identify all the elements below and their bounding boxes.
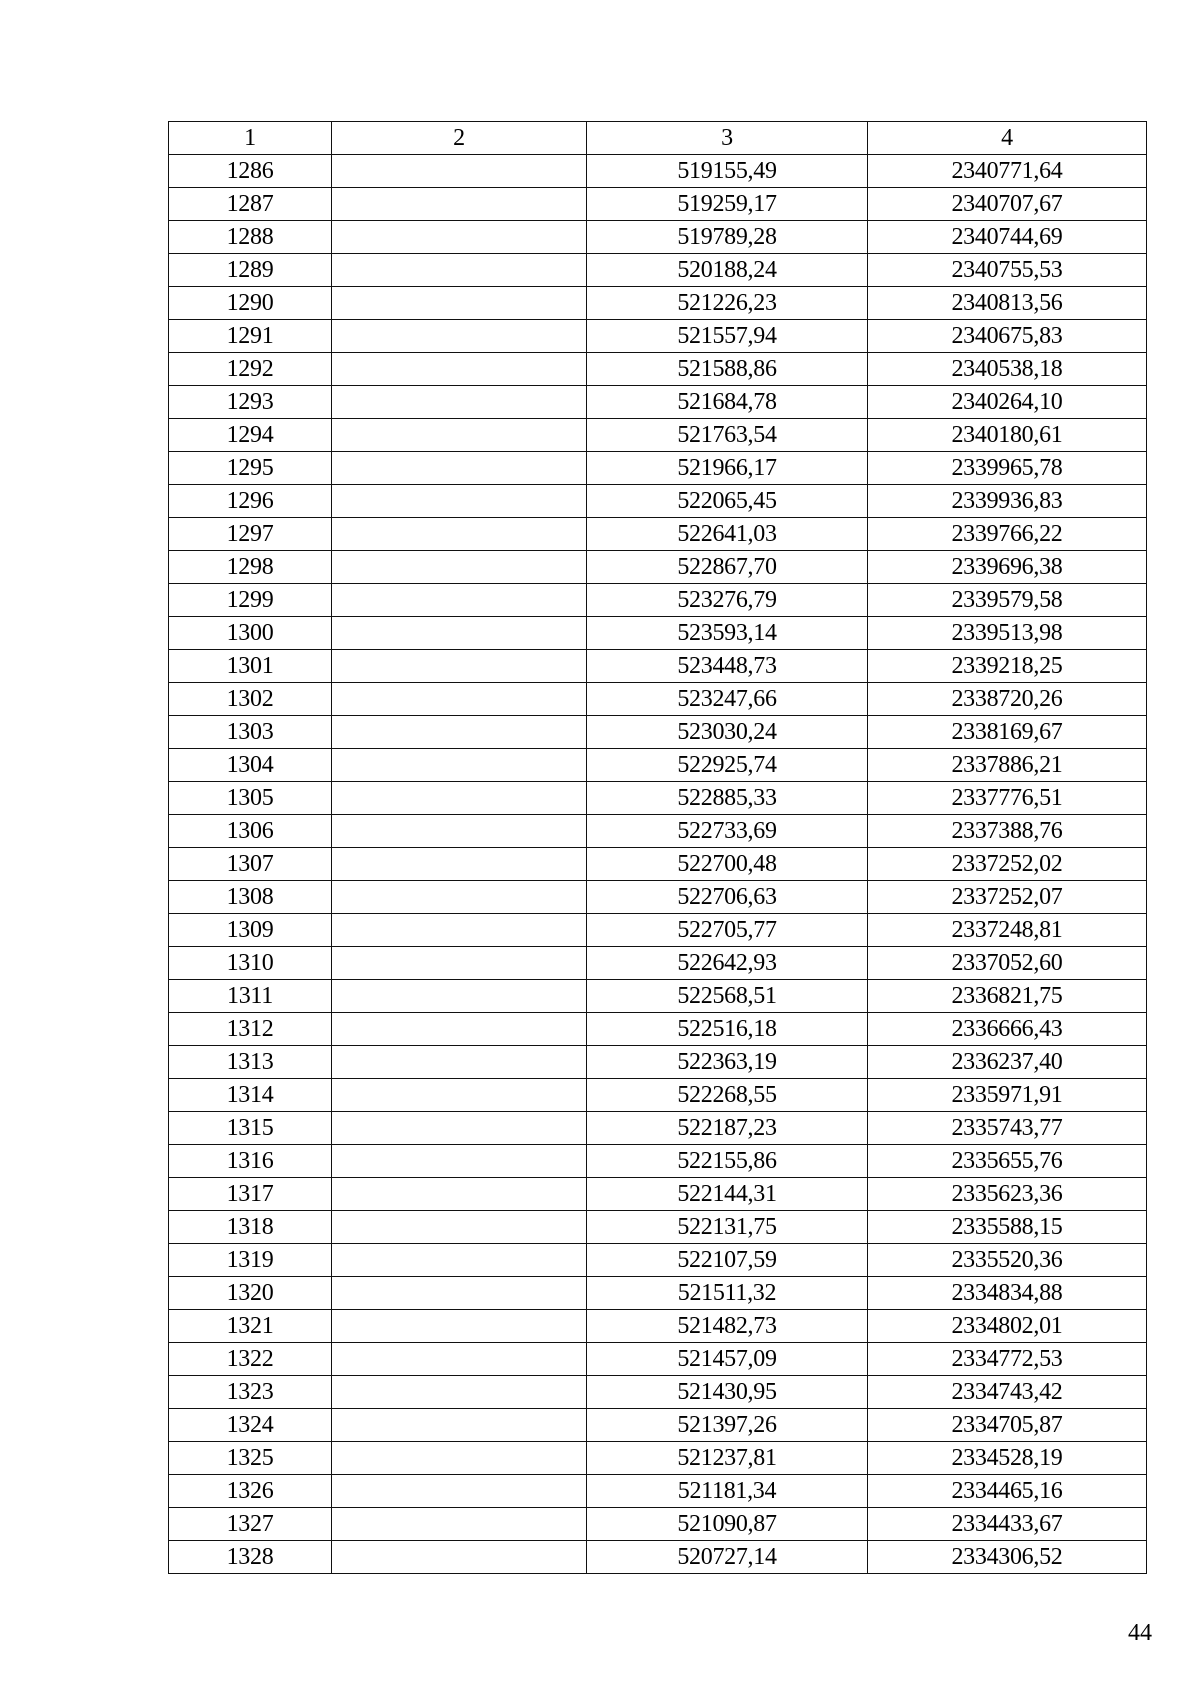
y-coordinate-cell: 2335520,36	[868, 1244, 1147, 1277]
x-coordinate-cell: 522155,86	[587, 1145, 868, 1178]
y-coordinate-cell: 2340744,69	[868, 221, 1147, 254]
point-number-cell: 1298	[169, 551, 332, 584]
y-coordinate-cell: 2337252,07	[868, 881, 1147, 914]
y-coordinate-cell: 2334802,01	[868, 1310, 1147, 1343]
x-coordinate-cell: 521763,54	[587, 419, 868, 452]
point-number-cell: 1295	[169, 452, 332, 485]
point-number-cell: 1307	[169, 848, 332, 881]
x-coordinate-cell: 519155,49	[587, 155, 868, 188]
column-2-cell	[332, 485, 587, 518]
table-row	[169, 650, 1147, 683]
column-2-cell	[332, 1112, 587, 1145]
y-coordinate-cell: 2334465,16	[868, 1475, 1147, 1508]
point-number-cell: 1328	[169, 1541, 332, 1574]
point-number-cell: 1304	[169, 749, 332, 782]
column-2-cell	[332, 650, 587, 683]
column-2-cell	[332, 518, 587, 551]
x-coordinate-cell: 522925,74	[587, 749, 868, 782]
point-number-cell: 1315	[169, 1112, 332, 1145]
table-row	[169, 188, 1147, 221]
y-coordinate-cell: 2335588,15	[868, 1211, 1147, 1244]
table-row	[169, 254, 1147, 287]
column-2-cell	[332, 551, 587, 584]
table-row	[169, 155, 1147, 188]
coordinates-table	[168, 121, 1147, 1574]
y-coordinate-cell: 2340771,64	[868, 155, 1147, 188]
column-2-cell	[332, 452, 587, 485]
x-coordinate-cell: 522641,03	[587, 518, 868, 551]
table-row	[169, 1244, 1147, 1277]
column-2-cell	[332, 914, 587, 947]
y-coordinate-cell: 2338169,67	[868, 716, 1147, 749]
table-row	[169, 1475, 1147, 1508]
column-2-cell	[332, 980, 587, 1013]
y-coordinate-cell: 2340180,61	[868, 419, 1147, 452]
column-2-cell	[332, 1211, 587, 1244]
x-coordinate-cell: 521557,94	[587, 320, 868, 353]
y-coordinate-cell: 2335743,77	[868, 1112, 1147, 1145]
x-coordinate-cell: 522885,33	[587, 782, 868, 815]
point-number-cell: 1319	[169, 1244, 332, 1277]
x-coordinate-cell: 523276,79	[587, 584, 868, 617]
y-coordinate-cell: 2334433,67	[868, 1508, 1147, 1541]
column-2-cell	[332, 1409, 587, 1442]
column-2-cell	[332, 155, 587, 188]
table-row	[169, 452, 1147, 485]
x-coordinate-cell: 521397,26	[587, 1409, 868, 1442]
x-coordinate-cell: 522107,59	[587, 1244, 868, 1277]
table-row	[169, 320, 1147, 353]
point-number-cell: 1310	[169, 947, 332, 980]
point-number-cell: 1286	[169, 155, 332, 188]
x-coordinate-cell: 522568,51	[587, 980, 868, 1013]
point-number-cell: 1311	[169, 980, 332, 1013]
y-coordinate-cell: 2334743,42	[868, 1376, 1147, 1409]
table-row	[169, 716, 1147, 749]
y-coordinate-cell: 2340264,10	[868, 386, 1147, 419]
x-coordinate-cell: 522706,63	[587, 881, 868, 914]
point-number-cell: 1325	[169, 1442, 332, 1475]
y-coordinate-cell: 2334528,19	[868, 1442, 1147, 1475]
table-header-row	[169, 122, 1147, 155]
y-coordinate-cell: 2337252,02	[868, 848, 1147, 881]
table-row	[169, 518, 1147, 551]
y-coordinate-cell: 2339965,78	[868, 452, 1147, 485]
x-coordinate-cell: 522733,69	[587, 815, 868, 848]
y-coordinate-cell: 2339513,98	[868, 617, 1147, 650]
point-number-cell: 1309	[169, 914, 332, 947]
x-coordinate-cell: 521684,78	[587, 386, 868, 419]
column-2-cell	[332, 1508, 587, 1541]
x-coordinate-cell: 521090,87	[587, 1508, 868, 1541]
point-number-cell: 1296	[169, 485, 332, 518]
y-coordinate-cell: 2338720,26	[868, 683, 1147, 716]
x-coordinate-cell: 521482,73	[587, 1310, 868, 1343]
table-row	[169, 221, 1147, 254]
y-coordinate-cell: 2340707,67	[868, 188, 1147, 221]
x-coordinate-cell: 523030,24	[587, 716, 868, 749]
column-2-cell	[332, 782, 587, 815]
table-row	[169, 1277, 1147, 1310]
point-number-cell: 1289	[169, 254, 332, 287]
point-number-cell: 1313	[169, 1046, 332, 1079]
column-2-cell	[332, 881, 587, 914]
point-number-cell: 1321	[169, 1310, 332, 1343]
x-coordinate-cell: 521588,86	[587, 353, 868, 386]
table-row	[169, 1112, 1147, 1145]
column-2-cell	[332, 188, 587, 221]
point-number-cell: 1324	[169, 1409, 332, 1442]
table-row	[169, 1508, 1147, 1541]
x-coordinate-cell: 522144,31	[587, 1178, 868, 1211]
y-coordinate-cell: 2339579,58	[868, 584, 1147, 617]
x-coordinate-cell: 522867,70	[587, 551, 868, 584]
y-coordinate-cell: 2337052,60	[868, 947, 1147, 980]
table-row	[169, 683, 1147, 716]
column-2-cell	[332, 1013, 587, 1046]
point-number-cell: 1316	[169, 1145, 332, 1178]
point-number-cell: 1318	[169, 1211, 332, 1244]
column-header: 3	[587, 122, 868, 155]
y-coordinate-cell: 2339936,83	[868, 485, 1147, 518]
point-number-cell: 1287	[169, 188, 332, 221]
column-2-cell	[332, 1343, 587, 1376]
y-coordinate-cell: 2340675,83	[868, 320, 1147, 353]
column-2-cell	[332, 353, 587, 386]
point-number-cell: 1297	[169, 518, 332, 551]
y-coordinate-cell: 2337776,51	[868, 782, 1147, 815]
x-coordinate-cell: 520188,24	[587, 254, 868, 287]
point-number-cell: 1293	[169, 386, 332, 419]
y-coordinate-cell: 2336821,75	[868, 980, 1147, 1013]
column-2-cell	[332, 287, 587, 320]
column-2-cell	[332, 1178, 587, 1211]
table-row	[169, 1178, 1147, 1211]
column-2-cell	[332, 419, 587, 452]
y-coordinate-cell: 2340538,18	[868, 353, 1147, 386]
column-2-cell	[332, 386, 587, 419]
table-row	[169, 782, 1147, 815]
point-number-cell: 1303	[169, 716, 332, 749]
y-coordinate-cell: 2337388,76	[868, 815, 1147, 848]
x-coordinate-cell: 521457,09	[587, 1343, 868, 1376]
table-row	[169, 947, 1147, 980]
column-2-cell	[332, 1442, 587, 1475]
point-number-cell: 1290	[169, 287, 332, 320]
x-coordinate-cell: 522516,18	[587, 1013, 868, 1046]
point-number-cell: 1312	[169, 1013, 332, 1046]
point-number-cell: 1288	[169, 221, 332, 254]
table-row	[169, 1343, 1147, 1376]
y-coordinate-cell: 2339218,25	[868, 650, 1147, 683]
table-row	[169, 551, 1147, 584]
point-number-cell: 1323	[169, 1376, 332, 1409]
table-row	[169, 980, 1147, 1013]
table-row	[169, 1079, 1147, 1112]
y-coordinate-cell: 2337248,81	[868, 914, 1147, 947]
x-coordinate-cell: 521430,95	[587, 1376, 868, 1409]
y-coordinate-cell: 2335655,76	[868, 1145, 1147, 1178]
column-2-cell	[332, 1310, 587, 1343]
y-coordinate-cell: 2335623,36	[868, 1178, 1147, 1211]
point-number-cell: 1292	[169, 353, 332, 386]
table-row	[169, 848, 1147, 881]
x-coordinate-cell: 523448,73	[587, 650, 868, 683]
column-2-cell	[332, 815, 587, 848]
y-coordinate-cell: 2340755,53	[868, 254, 1147, 287]
table-row	[169, 815, 1147, 848]
x-coordinate-cell: 521237,81	[587, 1442, 868, 1475]
column-2-cell	[332, 1046, 587, 1079]
point-number-cell: 1299	[169, 584, 332, 617]
table-row	[169, 1541, 1147, 1574]
x-coordinate-cell: 522363,19	[587, 1046, 868, 1079]
column-header: 4	[868, 122, 1147, 155]
point-number-cell: 1322	[169, 1343, 332, 1376]
x-coordinate-cell: 521511,32	[587, 1277, 868, 1310]
point-number-cell: 1306	[169, 815, 332, 848]
column-2-cell	[332, 221, 587, 254]
y-coordinate-cell: 2335971,91	[868, 1079, 1147, 1112]
column-2-cell	[332, 584, 587, 617]
column-2-cell	[332, 1244, 587, 1277]
x-coordinate-cell: 519259,17	[587, 188, 868, 221]
table-row	[169, 1310, 1147, 1343]
x-coordinate-cell: 520727,14	[587, 1541, 868, 1574]
column-2-cell	[332, 1376, 587, 1409]
x-coordinate-cell: 523247,66	[587, 683, 868, 716]
column-2-cell	[332, 1079, 587, 1112]
table-row	[169, 1409, 1147, 1442]
y-coordinate-cell: 2334306,52	[868, 1541, 1147, 1574]
point-number-cell: 1302	[169, 683, 332, 716]
column-header: 1	[169, 122, 332, 155]
point-number-cell: 1305	[169, 782, 332, 815]
point-number-cell: 1327	[169, 1508, 332, 1541]
x-coordinate-cell: 522642,93	[587, 947, 868, 980]
y-coordinate-cell: 2337886,21	[868, 749, 1147, 782]
x-coordinate-cell: 521966,17	[587, 452, 868, 485]
table-row	[169, 1013, 1147, 1046]
table-row	[169, 386, 1147, 419]
table-row	[169, 749, 1147, 782]
column-2-cell	[332, 254, 587, 287]
point-number-cell: 1300	[169, 617, 332, 650]
x-coordinate-cell: 522700,48	[587, 848, 868, 881]
column-2-cell	[332, 1277, 587, 1310]
point-number-cell: 1294	[169, 419, 332, 452]
column-2-cell	[332, 716, 587, 749]
y-coordinate-cell: 2336237,40	[868, 1046, 1147, 1079]
y-coordinate-cell: 2334705,87	[868, 1409, 1147, 1442]
point-number-cell: 1291	[169, 320, 332, 353]
column-2-cell	[332, 320, 587, 353]
point-number-cell: 1314	[169, 1079, 332, 1112]
table-row	[169, 1211, 1147, 1244]
x-coordinate-cell: 522705,77	[587, 914, 868, 947]
table-row	[169, 584, 1147, 617]
column-2-cell	[332, 1541, 587, 1574]
x-coordinate-cell: 523593,14	[587, 617, 868, 650]
point-number-cell: 1326	[169, 1475, 332, 1508]
table-row	[169, 1376, 1147, 1409]
x-coordinate-cell: 522187,23	[587, 1112, 868, 1145]
x-coordinate-cell: 522065,45	[587, 485, 868, 518]
table-row	[169, 881, 1147, 914]
x-coordinate-cell: 521181,34	[587, 1475, 868, 1508]
table-row	[169, 914, 1147, 947]
column-header: 2	[332, 122, 587, 155]
table-row	[169, 617, 1147, 650]
y-coordinate-cell: 2334772,53	[868, 1343, 1147, 1376]
column-2-cell	[332, 683, 587, 716]
column-2-cell	[332, 1475, 587, 1508]
y-coordinate-cell: 2340813,56	[868, 287, 1147, 320]
table-row	[169, 1442, 1147, 1475]
y-coordinate-cell: 2339766,22	[868, 518, 1147, 551]
point-number-cell: 1317	[169, 1178, 332, 1211]
point-number-cell: 1301	[169, 650, 332, 683]
column-2-cell	[332, 848, 587, 881]
table-row	[169, 1046, 1147, 1079]
page-number: 44	[1128, 1620, 1152, 1646]
y-coordinate-cell: 2339696,38	[868, 551, 1147, 584]
point-number-cell: 1320	[169, 1277, 332, 1310]
column-2-cell	[332, 617, 587, 650]
x-coordinate-cell: 521226,23	[587, 287, 868, 320]
y-coordinate-cell: 2334834,88	[868, 1277, 1147, 1310]
table-row	[169, 353, 1147, 386]
column-2-cell	[332, 947, 587, 980]
table-row	[169, 1145, 1147, 1178]
x-coordinate-cell: 522268,55	[587, 1079, 868, 1112]
table-row	[169, 419, 1147, 452]
table-row	[169, 485, 1147, 518]
table-row	[169, 287, 1147, 320]
x-coordinate-cell: 519789,28	[587, 221, 868, 254]
table-body	[169, 155, 1147, 1574]
column-2-cell	[332, 1145, 587, 1178]
point-number-cell: 1308	[169, 881, 332, 914]
y-coordinate-cell: 2336666,43	[868, 1013, 1147, 1046]
column-2-cell	[332, 749, 587, 782]
x-coordinate-cell: 522131,75	[587, 1211, 868, 1244]
